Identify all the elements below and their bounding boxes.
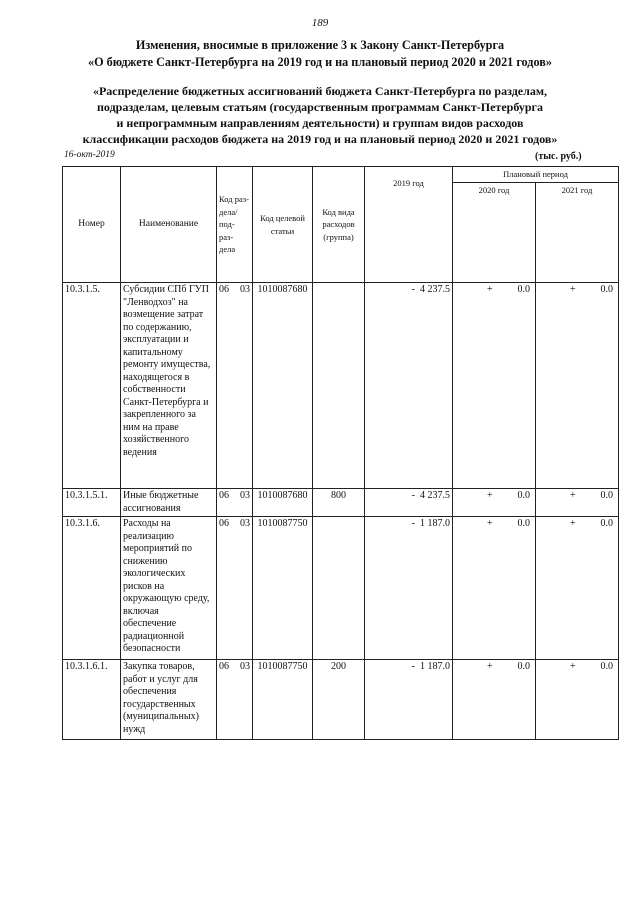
row-2019-value [365, 660, 453, 740]
value: 0.0 [600, 661, 613, 672]
sign: - [411, 284, 415, 295]
section: 06 [219, 518, 229, 529]
row-2019-value [365, 517, 453, 660]
value: 0.0 [600, 490, 613, 501]
value: 0.0 [600, 284, 613, 295]
header-type-code: Код вида расходов (группа) [313, 167, 365, 283]
sign: + [487, 661, 493, 672]
row-number: 10.3.1.6. [63, 517, 121, 660]
subtitle-line-1: «Распределение бюджетных ассигнований бюджета Санкт-Петербурга по разделам, [92, 84, 548, 98]
header-2021: 2021 год [536, 183, 619, 283]
subtitle-line-2: подразделам, целевым статьям (государственным программам Санкт-Петербурга [97, 100, 543, 114]
row-target-code: 1010087750 [253, 660, 313, 740]
title-line-2: «О бюджете Санкт-Петербурга на 2019 год и на плановый период 2020 и 2021 годов» [88, 55, 552, 69]
value: 0.0 [517, 518, 530, 529]
row-2020-value [453, 489, 536, 517]
row-2021-value [536, 517, 619, 660]
row-2019-value [365, 489, 453, 517]
row-type-code [313, 283, 365, 489]
document-title [0, 37, 640, 71]
sign: - [411, 661, 415, 672]
sign: - [411, 518, 415, 529]
value: 4 237.5 [420, 284, 450, 295]
row-2021-value [536, 283, 619, 489]
table-row [63, 283, 619, 489]
row-type-code: 800 [313, 489, 365, 517]
subsection: 03 [240, 490, 250, 501]
document-subtitle [0, 83, 640, 147]
row-name: Закупка товаров, работ и услуг для обеспечения государственных (муниципальных) нужд [121, 660, 217, 740]
sign: + [570, 284, 576, 295]
value: 4 237.5 [420, 490, 450, 501]
sign: + [487, 490, 493, 501]
row-type-code: 200 [313, 660, 365, 740]
section: 06 [219, 490, 229, 501]
sign: - [411, 490, 415, 501]
value: 0.0 [517, 490, 530, 501]
title-line-1: Изменения, вносимые в приложение 3 к Закону Санкт-Петербурга [135, 38, 505, 52]
section: 06 [219, 284, 229, 295]
header-2019: 2019 год [365, 167, 453, 283]
header-name: Наименование [121, 167, 217, 283]
page-number: 189 [311, 17, 329, 29]
row-number: 10.3.1.5. [63, 283, 121, 489]
subtitle-line-3: и непрограммным направлениям деятельности) и группам видов расходов [116, 116, 524, 130]
header-target-code: Код целевой статьи [253, 167, 313, 283]
row-number: 10.3.1.6.1. [63, 660, 121, 740]
value: 1 187.0 [420, 518, 450, 529]
row-2021-value [536, 660, 619, 740]
row-2019-value [365, 283, 453, 489]
row-target-code: 1010087680 [253, 283, 313, 489]
table-row [63, 660, 619, 740]
row-2020-value [453, 660, 536, 740]
row-section-code [217, 517, 253, 660]
table-row [63, 489, 619, 517]
units-label: (тыс. руб.) [535, 151, 582, 162]
table-row [63, 517, 619, 660]
sign: + [487, 518, 493, 529]
header-row-1 [63, 167, 619, 183]
row-2020-value [453, 283, 536, 489]
subtitle-line-4: классификации расходов бюджета на 2019 год и на плановый период 2020 и 2021 годов» [82, 132, 558, 146]
row-section-code [217, 660, 253, 740]
header-2020: 2020 год [453, 183, 536, 283]
row-section-code [217, 283, 253, 489]
value: 0.0 [600, 518, 613, 529]
row-2020-value [453, 517, 536, 660]
budget-table [62, 166, 619, 740]
row-2021-value [536, 489, 619, 517]
value: 0.0 [517, 661, 530, 672]
header-number: Номер [63, 167, 121, 283]
section: 06 [219, 661, 229, 672]
row-type-code [313, 517, 365, 660]
value: 1 187.0 [420, 661, 450, 672]
sign: + [487, 284, 493, 295]
header-planned-period: Плановый период [453, 167, 619, 183]
row-number: 10.3.1.5.1. [63, 489, 121, 517]
subsection: 03 [240, 284, 250, 295]
subsection: 03 [240, 661, 250, 672]
row-section-code [217, 489, 253, 517]
sign: + [570, 661, 576, 672]
row-target-code: 1010087680 [253, 489, 313, 517]
document-date: 16-окт-2019 [64, 150, 115, 160]
subsection: 03 [240, 518, 250, 529]
row-target-code: 1010087750 [253, 517, 313, 660]
sign: + [570, 518, 576, 529]
header-section-code: Код раз- дела/ под- раз- дела [217, 167, 253, 283]
row-name: Иные бюджетные ассигнования [121, 489, 217, 517]
value: 0.0 [517, 284, 530, 295]
sign: + [570, 490, 576, 501]
row-name: Субсидии СПб ГУП "Ленводхоз" на возмещение затрат по содержанию, эксплуатации и капитальному ремонту имущества, находящегося в собственности Санкт-Петербурга и закрепленного за ним на праве хозяйственного ведения [121, 283, 217, 489]
row-name: Расходы на реализацию мероприятий по снижению экологических рисков на окружающую среду, включая обеспечение радиационной безопасности [121, 517, 217, 660]
